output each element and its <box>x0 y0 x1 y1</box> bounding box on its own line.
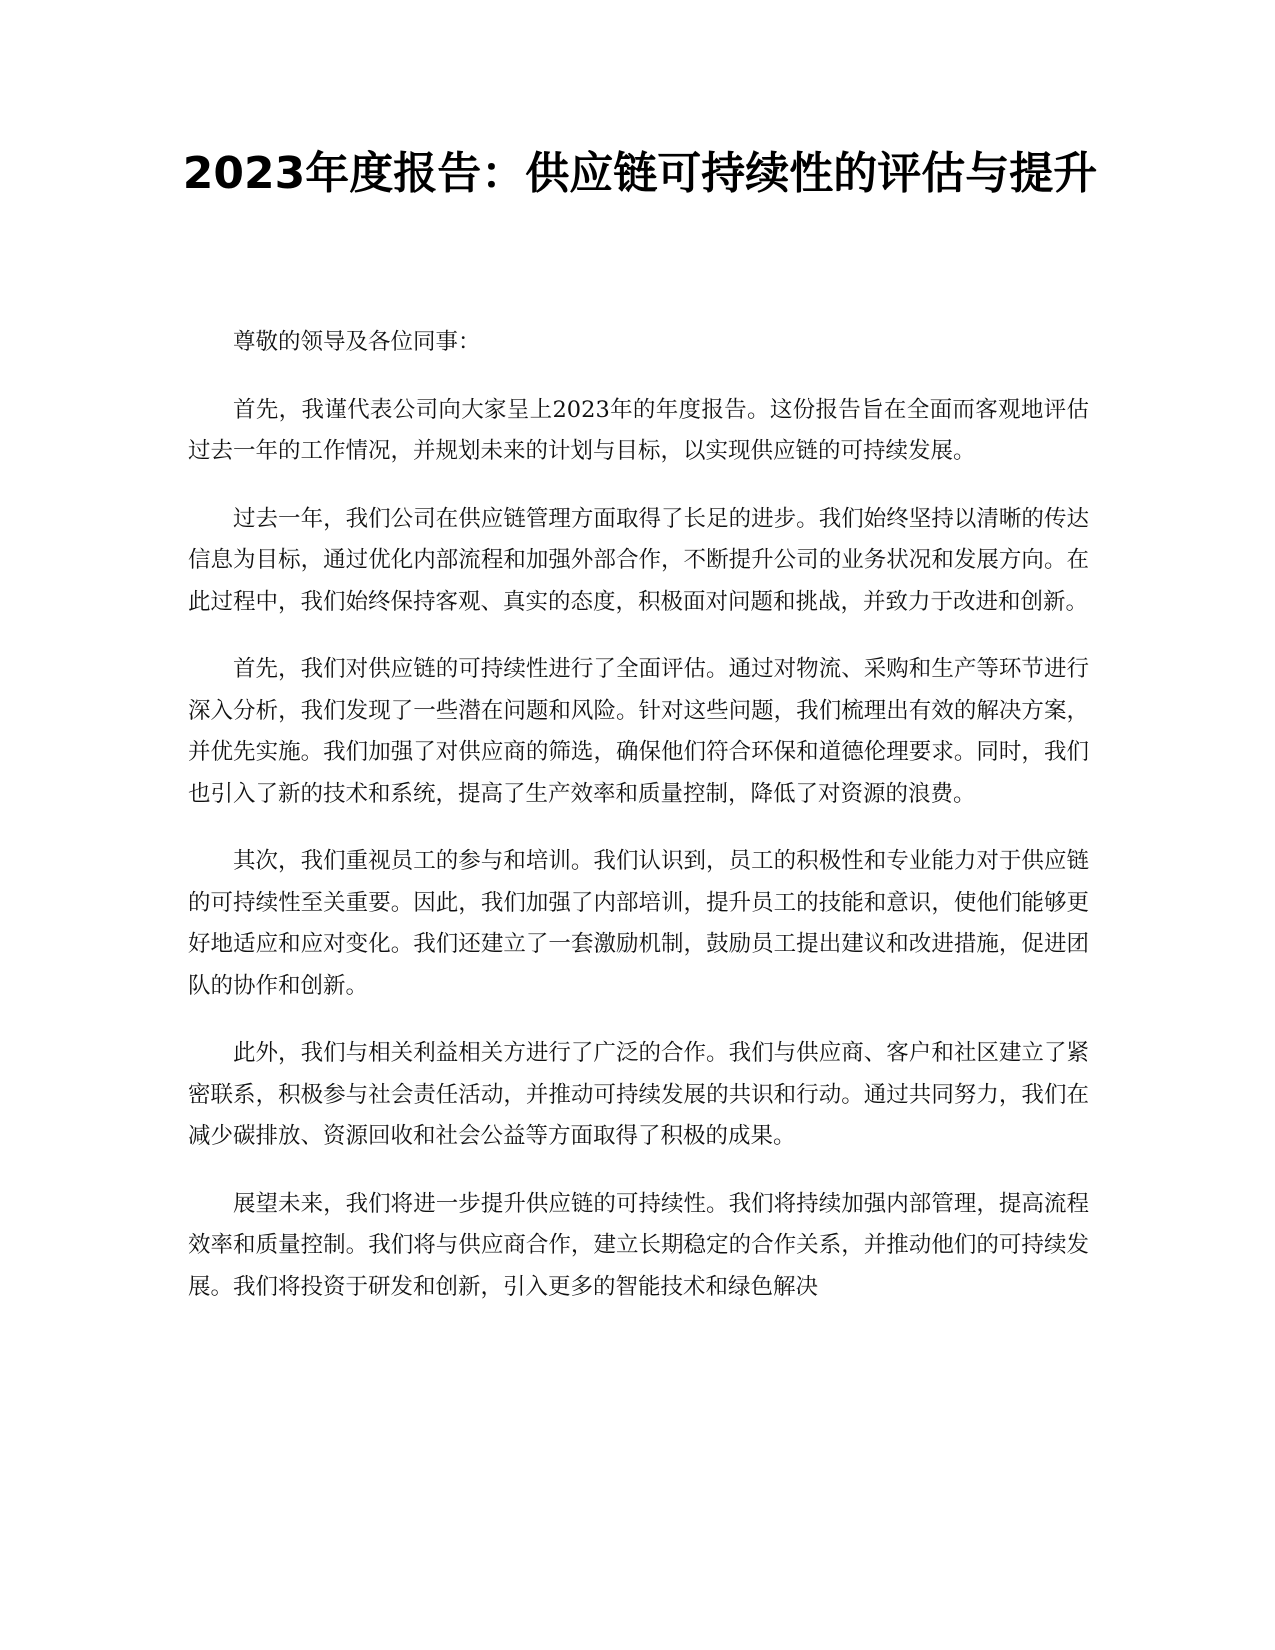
body-paragraph: 展望未来，我们将进一步提升供应链的可持续性。我们将持续加强内部管理，提高流程效率和质量控制。我们将与供应商合作，建立长期稳定的合作关系，并推动他们的可持续发展。我们将投资于研发和创新，引入更多的智能技术和绿色解决 <box>188 1190 1089 1300</box>
body-paragraph: 首先，我们对供应链的可持续性进行了全面评估。通过对物流、采购和生产等环节进行深入分析，我们发现了一些潜在问题和风险。针对这些问题，我们梳理出有效的解决方案，并优先实施。我们加强了对供应商的筛选，确保他们符合环保和道德伦理要求。同时，我们也引入了新的技术和系统，提高了生产效率和质量控制，降低了对资源的浪费。 <box>188 656 1089 807</box>
body-paragraph: 其次，我们重视员工的参与和培训。我们认识到，员工的积极性和专业能力对于供应链的可持续性至关重要。因此，我们加强了内部培训，提升员工的技能和意识，使他们能够更好地适应和应对变化。我们还建立了一套激励机制，鼓励员工提出建议和改进措施，促进团队的协作和创新。 <box>188 848 1089 999</box>
body-paragraph: 此外，我们与相关利益相关方进行了广泛的合作。我们与供应商、客户和社区建立了紧密联系，积极参与社会责任活动，并推动可持续发展的共识和行动。通过共同努力，我们在减少碳排放、资源回收和社会公益等方面取得了积极的成果。 <box>188 1040 1089 1149</box>
body-paragraph: 过去一年，我们公司在供应链管理方面取得了长足的进步。我们始终坚持以清晰的传达信息为目标，通过优化内部流程和加强外部合作，不断提升公司的业务状况和发展方向。在此过程中，我们始终保持客观、真实的态度，积极面对问题和挑战，并致力于改进和创新。 <box>188 505 1089 615</box>
salutation-paragraph: 尊敬的领导及各位同事： <box>233 329 481 355</box>
body-paragraph: 首先，我谨代表公司向大家呈上2023年的年度报告。这份报告旨在全面而客观地评估过去一年的工作情况，并规划未来的计划与目标，以实现供应链的可持续发展。 <box>188 396 1089 464</box>
document-title: 2023年度报告：供应链可持续性的评估与提升 <box>182 148 1098 199</box>
document-body <box>188 322 1089 1334</box>
